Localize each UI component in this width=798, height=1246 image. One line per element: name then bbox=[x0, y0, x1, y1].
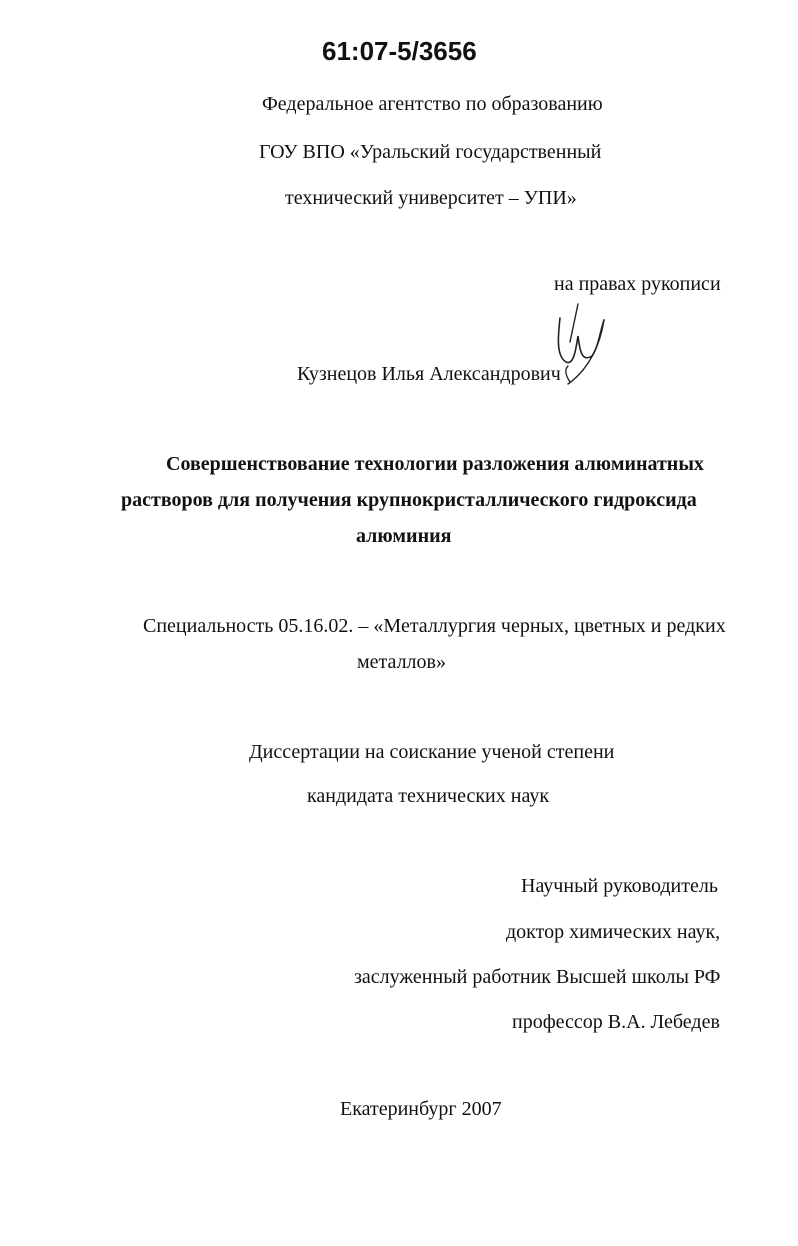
supervisor-degree: доктор химических наук, bbox=[506, 921, 721, 943]
supervisor-role: Научный руководитель bbox=[521, 875, 718, 897]
header-line-3: технический университет – УПИ» bbox=[285, 187, 577, 209]
archive-number: 61:07-5/3656 bbox=[322, 36, 477, 66]
header-line-1: Федеральное агентство по образованию bbox=[262, 93, 603, 115]
supervisor-name: профессор В.А. Лебедев bbox=[512, 1011, 720, 1033]
supervisor-honor: заслуженный работник Высшей школы РФ bbox=[354, 966, 721, 988]
place-year: Екатеринбург 2007 bbox=[340, 1098, 502, 1120]
specialty-line-1: Специальность 05.16.02. – «Металлургия черных, цветных и редких bbox=[143, 615, 726, 637]
thesis-title-line-2: растворов для получения крупнокристаллического гидроксида bbox=[121, 489, 697, 511]
thesis-title-line-3: алюминия bbox=[356, 525, 452, 547]
author-name: Кузнецов Илья Александрович bbox=[297, 363, 561, 385]
degree-line-2: кандидата технических наук bbox=[307, 785, 550, 807]
header-line-2: ГОУ ВПО «Уральский государственный bbox=[259, 141, 602, 163]
thesis-title-line-1: Совершенствование технологии разложения алюминатных bbox=[166, 453, 704, 475]
manuscript-rights: на правах рукописи bbox=[554, 273, 721, 295]
degree-line-1: Диссертации на соискание ученой степени bbox=[249, 741, 615, 763]
specialty-line-2: металлов» bbox=[357, 651, 446, 673]
